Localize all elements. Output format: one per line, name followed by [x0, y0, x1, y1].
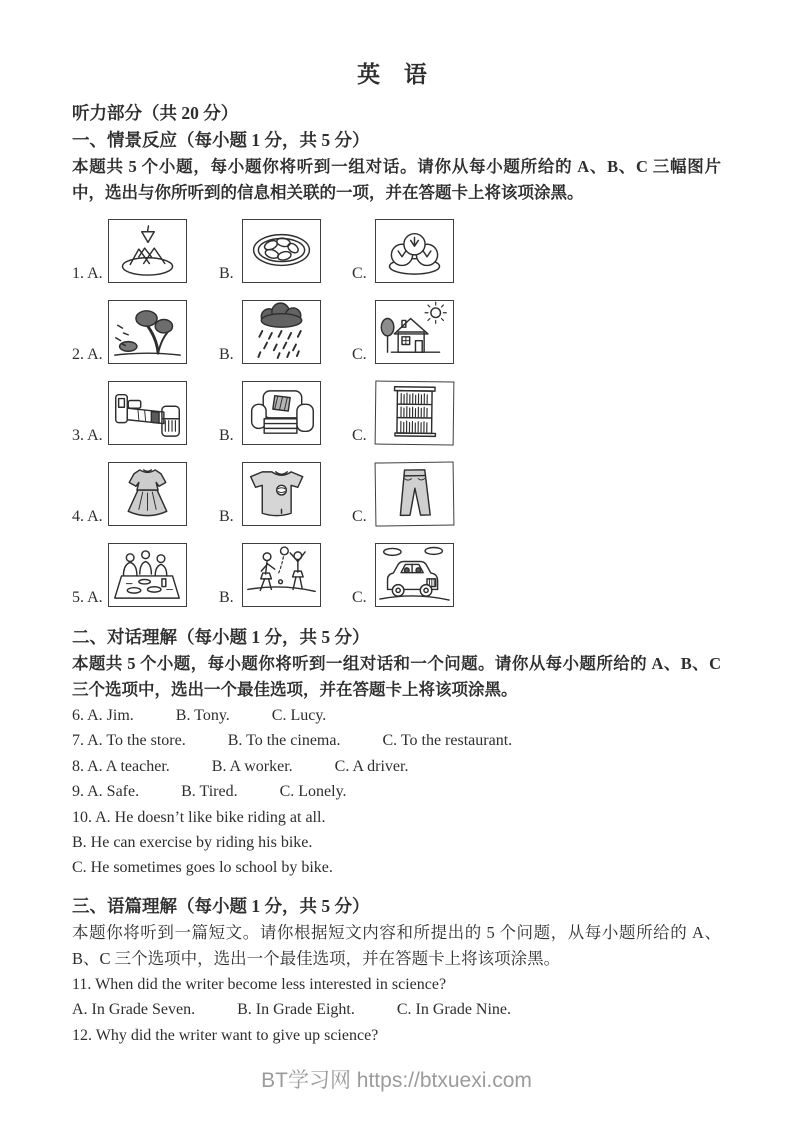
steamed-buns-image	[375, 219, 454, 283]
option-label: B.	[219, 589, 234, 606]
question-6	[72, 703, 721, 728]
question-9	[72, 779, 721, 804]
windy-tree-image	[108, 300, 187, 364]
question-6-option-a: 6. A. Jim.	[72, 707, 134, 724]
picture-row-3	[72, 381, 721, 445]
listening-section-title: 听力部分（共 20 分）	[72, 103, 239, 123]
question-7	[72, 728, 721, 753]
picture-row-4	[72, 462, 721, 526]
question-10-option-a: 10. A. He doesn’t like bike riding at all.	[72, 808, 326, 826]
question-8-option-a: 8. A. A teacher.	[72, 757, 170, 775]
part3-instructions: 本题你将听到一篇短文。请你根据短文内容和所提出的 5 个问题，从每小题所给的 A、B、C 三个选项中，选出一个最佳选项，并在答题卡上将该项涂黑。	[72, 922, 721, 968]
tshirt-image	[242, 462, 321, 526]
option-label: B.	[219, 265, 234, 282]
question-7-option-a: 7. A. To the store.	[72, 732, 186, 750]
armchair-image	[242, 381, 321, 445]
option-label: 5. A.	[72, 589, 103, 606]
question-11-option-c: C. In Grade Nine.	[396, 1001, 512, 1019]
question-7-option-b: B. To the cinema.	[227, 732, 341, 750]
question-9-option-b: B. Tired.	[181, 783, 238, 801]
sunny-house-image	[375, 300, 454, 364]
bed-image	[108, 381, 187, 445]
rain-cloud-image	[242, 300, 321, 364]
trousers-image	[375, 461, 455, 526]
question-8	[72, 754, 721, 779]
part1-instructions: 本题共 5 个小题，每小题你将听到一组对话。请你从每小题所给的 A、B、C 三幅图片中，选出与你所听到的信息相关联的一项，并在答题卡上将该项涂黑。	[72, 157, 721, 202]
picture-row-1	[72, 219, 721, 283]
question-11-stem: 11. When did the writer become less interested in science?	[72, 975, 447, 993]
option-label: C.	[352, 589, 367, 606]
part2-heading: 二、对话理解（每小题 1 分，共 5 分）	[72, 627, 370, 647]
dress-image	[108, 462, 187, 526]
question-11-option-b: B. In Grade Eight.	[237, 1001, 355, 1019]
question-7-option-c: C. To the restaurant.	[382, 732, 513, 750]
picture-row-5	[72, 543, 721, 607]
ball-game-image	[242, 543, 321, 607]
option-label: 1. A.	[72, 265, 103, 282]
question-6-option-c: C. Lucy.	[271, 707, 327, 724]
option-label: 2. A.	[72, 346, 103, 363]
zongzi-image	[108, 219, 187, 283]
question-11-options	[72, 997, 721, 1022]
part1-heading: 一、情景反应（每小题 1 分，共 5 分）	[72, 130, 370, 150]
option-label: C.	[352, 346, 367, 363]
option-label: C.	[352, 508, 367, 525]
question-8-option-c: C. A driver.	[334, 757, 409, 775]
dumplings-image	[242, 219, 321, 283]
bookshelf-image	[375, 381, 455, 446]
part3-heading: 三、语篇理解（每小题 1 分，共 5 分）	[72, 895, 370, 916]
question-12-stem: 12. Why did the writer want to give up science?	[72, 1026, 379, 1044]
option-label: B.	[219, 427, 234, 444]
option-label: 3. A.	[72, 427, 103, 444]
question-10-option-b: B. He can exercise by riding his bike.	[72, 834, 313, 852]
part2-instructions: 本题共 5 个小题，每小题你将听到一组对话和一个问题。请你从每小题所给的 A、B、C 三个选项中，选出一个最佳选项，并在答题卡上将该项涂黑。	[72, 654, 721, 699]
question-9-option-c: C. Lonely.	[279, 783, 347, 801]
question-6-option-b: B. Tony.	[175, 707, 230, 724]
family-meal-image	[108, 543, 187, 607]
car-driving-image	[375, 543, 454, 607]
page-title: 英 语	[357, 62, 436, 87]
question-10-option-c: C. He sometimes goes lo school by bike.	[72, 859, 333, 877]
option-label: C.	[352, 265, 367, 282]
question-8-option-b: B. A worker.	[211, 757, 293, 775]
option-label: B.	[219, 346, 234, 363]
question-11-option-a: A. In Grade Seven.	[72, 1001, 196, 1019]
option-label: B.	[219, 508, 234, 525]
option-label: C.	[352, 427, 367, 444]
site-watermark: BT学习网 https://btxuexi.com	[261, 1069, 532, 1092]
option-label: 4. A.	[72, 508, 103, 525]
picture-row-2	[72, 300, 721, 364]
question-9-option-a: 9. A. Safe.	[72, 783, 140, 801]
picture-options-grid	[72, 219, 721, 607]
